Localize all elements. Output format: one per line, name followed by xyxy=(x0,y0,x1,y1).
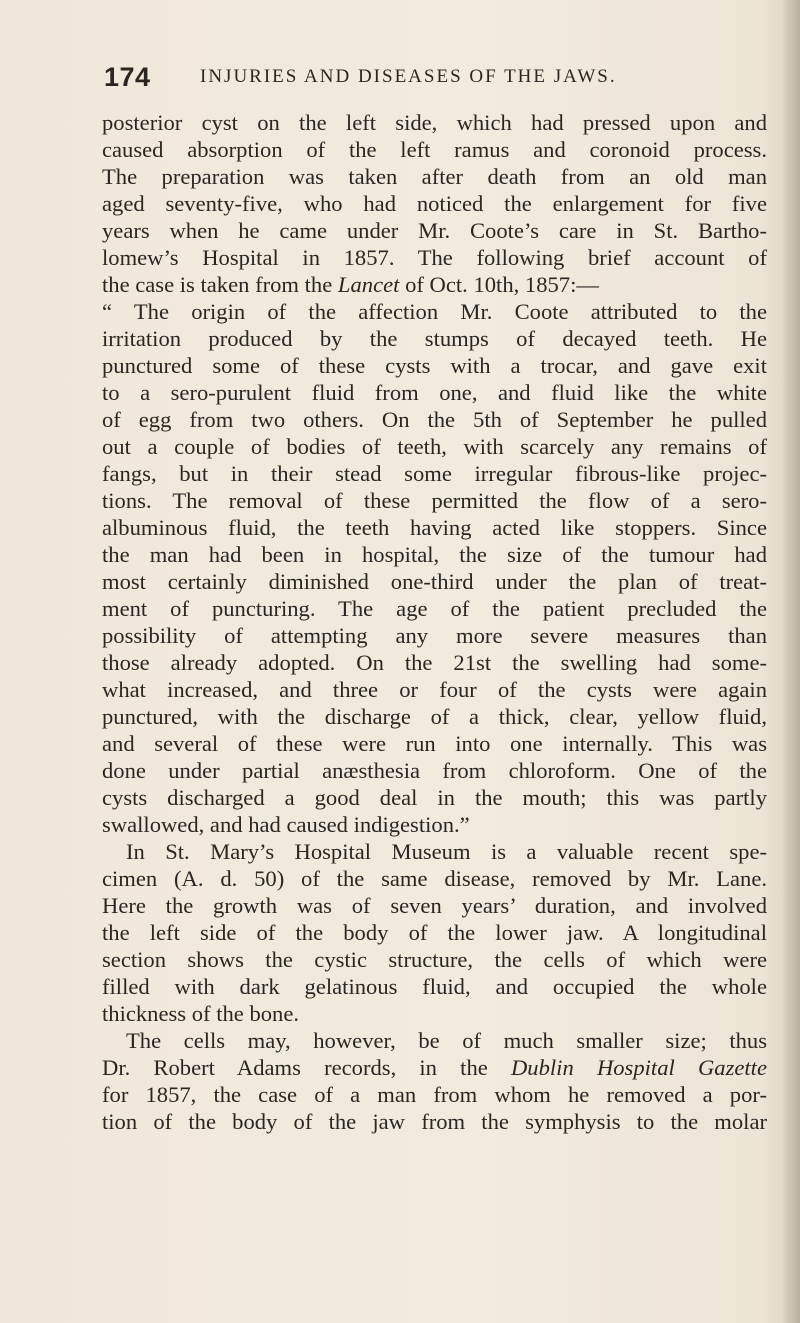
paragraph-start-line: In St. Mary’s Hospital Museum is a valuable recent spe- xyxy=(126,839,767,864)
text-line: years when he came under Mr. Coote’s care in St. Bartho- xyxy=(102,218,767,243)
text-line: fangs, but in their stead some irregular fibrous-like projec- xyxy=(102,461,767,486)
text-line: caused absorption of the left ramus and coronoid process. xyxy=(102,137,767,162)
text-line: what increased, and three or four of the cysts were again xyxy=(102,677,767,702)
text-line: most certainly diminished one-third under the plan of treat- xyxy=(102,569,767,594)
paragraph-start-line: The cells may, however, be of much smaller size; thus xyxy=(126,1028,767,1053)
page-edge-shadow xyxy=(782,0,800,1323)
text-line: and several of these were run into one internally. This was xyxy=(102,731,767,756)
text-line: filled with dark gelatinous fluid, and occupied the whole xyxy=(102,974,767,999)
text-line: punctured, with the discharge of a thick, clear, yellow fluid, xyxy=(102,704,767,729)
text-line: tion of the body of the jaw from the symphysis to the molar xyxy=(102,1109,767,1134)
journal-title-lancet: Lancet xyxy=(337,272,400,297)
text-line: cimen (A. d. 50) of the same disease, removed by Mr. Lane. xyxy=(102,866,767,891)
text-line: cysts discharged a good deal in the mouth; this was partly xyxy=(102,785,767,810)
text-fragment: the case is taken from the xyxy=(102,272,333,297)
journal-title-dublin-gazette: Dublin Hospital Gazette xyxy=(510,1055,767,1080)
text-line: punctured some of these cysts with a trocar, and gave exit xyxy=(102,353,767,378)
quote-end-line: swallowed, and had caused indigestion.” xyxy=(102,812,470,837)
page-header xyxy=(104,62,764,94)
text-line: to a sero-purulent fluid from one, and fluid like the white xyxy=(102,380,767,405)
text-line: the left side of the body of the lower jaw. A longitudinal xyxy=(102,920,767,945)
text-line: the man had been in hospital, the size of the tumour had xyxy=(102,542,767,567)
text-line: section shows the cystic structure, the cells of which were xyxy=(102,947,767,972)
text-line-with-citation xyxy=(102,1054,767,1081)
text-line: those already adopted. On the 21st the swelling had some- xyxy=(102,650,767,675)
text-line: irritation produced by the stumps of decayed teeth. He xyxy=(102,326,767,351)
text-line: of egg from two others. On the 5th of September he pulled xyxy=(102,407,767,432)
text-fragment: of Oct. 10th, 1857:— xyxy=(405,272,599,297)
text-line: posterior cyst on the left side, which had pressed upon and xyxy=(102,110,767,135)
text-line-with-citation xyxy=(102,271,767,298)
body-text xyxy=(102,109,767,1135)
text-line: The preparation was taken after death from an old man xyxy=(102,164,767,189)
text-line: aged seventy-five, who had noticed the enlargement for five xyxy=(102,191,767,216)
text-line: ment of puncturing. The age of the patient precluded the xyxy=(102,596,767,621)
running-head: INJURIES AND DISEASES OF THE JAWS. xyxy=(200,66,617,87)
text-line: tions. The removal of these permitted the flow of a sero- xyxy=(102,488,767,513)
text-line: out a couple of bodies of teeth, with scarcely any remains of xyxy=(102,434,767,459)
text-line: done under partial anæsthesia from chloroform. One of the xyxy=(102,758,767,783)
text-line: for 1857, the case of a man from whom he removed a por- xyxy=(102,1082,767,1107)
page-number: 174 xyxy=(104,62,151,92)
text-line: Here the growth was of seven years’ duration, and involved xyxy=(102,893,767,918)
text-line: possibility of attempting any more severe measures than xyxy=(102,623,767,648)
paragraph-end-line: thickness of the bone. xyxy=(102,1001,300,1026)
text-line: albuminous fluid, the teeth having acted like stoppers. Since xyxy=(102,515,767,540)
text-line: lomew’s Hospital in 1857. The following brief account of xyxy=(102,245,767,270)
text-fragment: Dr. Robert Adams records, in the xyxy=(102,1055,488,1080)
quote-start-line: “ The origin of the affection Mr. Coote attributed to the xyxy=(102,299,767,324)
